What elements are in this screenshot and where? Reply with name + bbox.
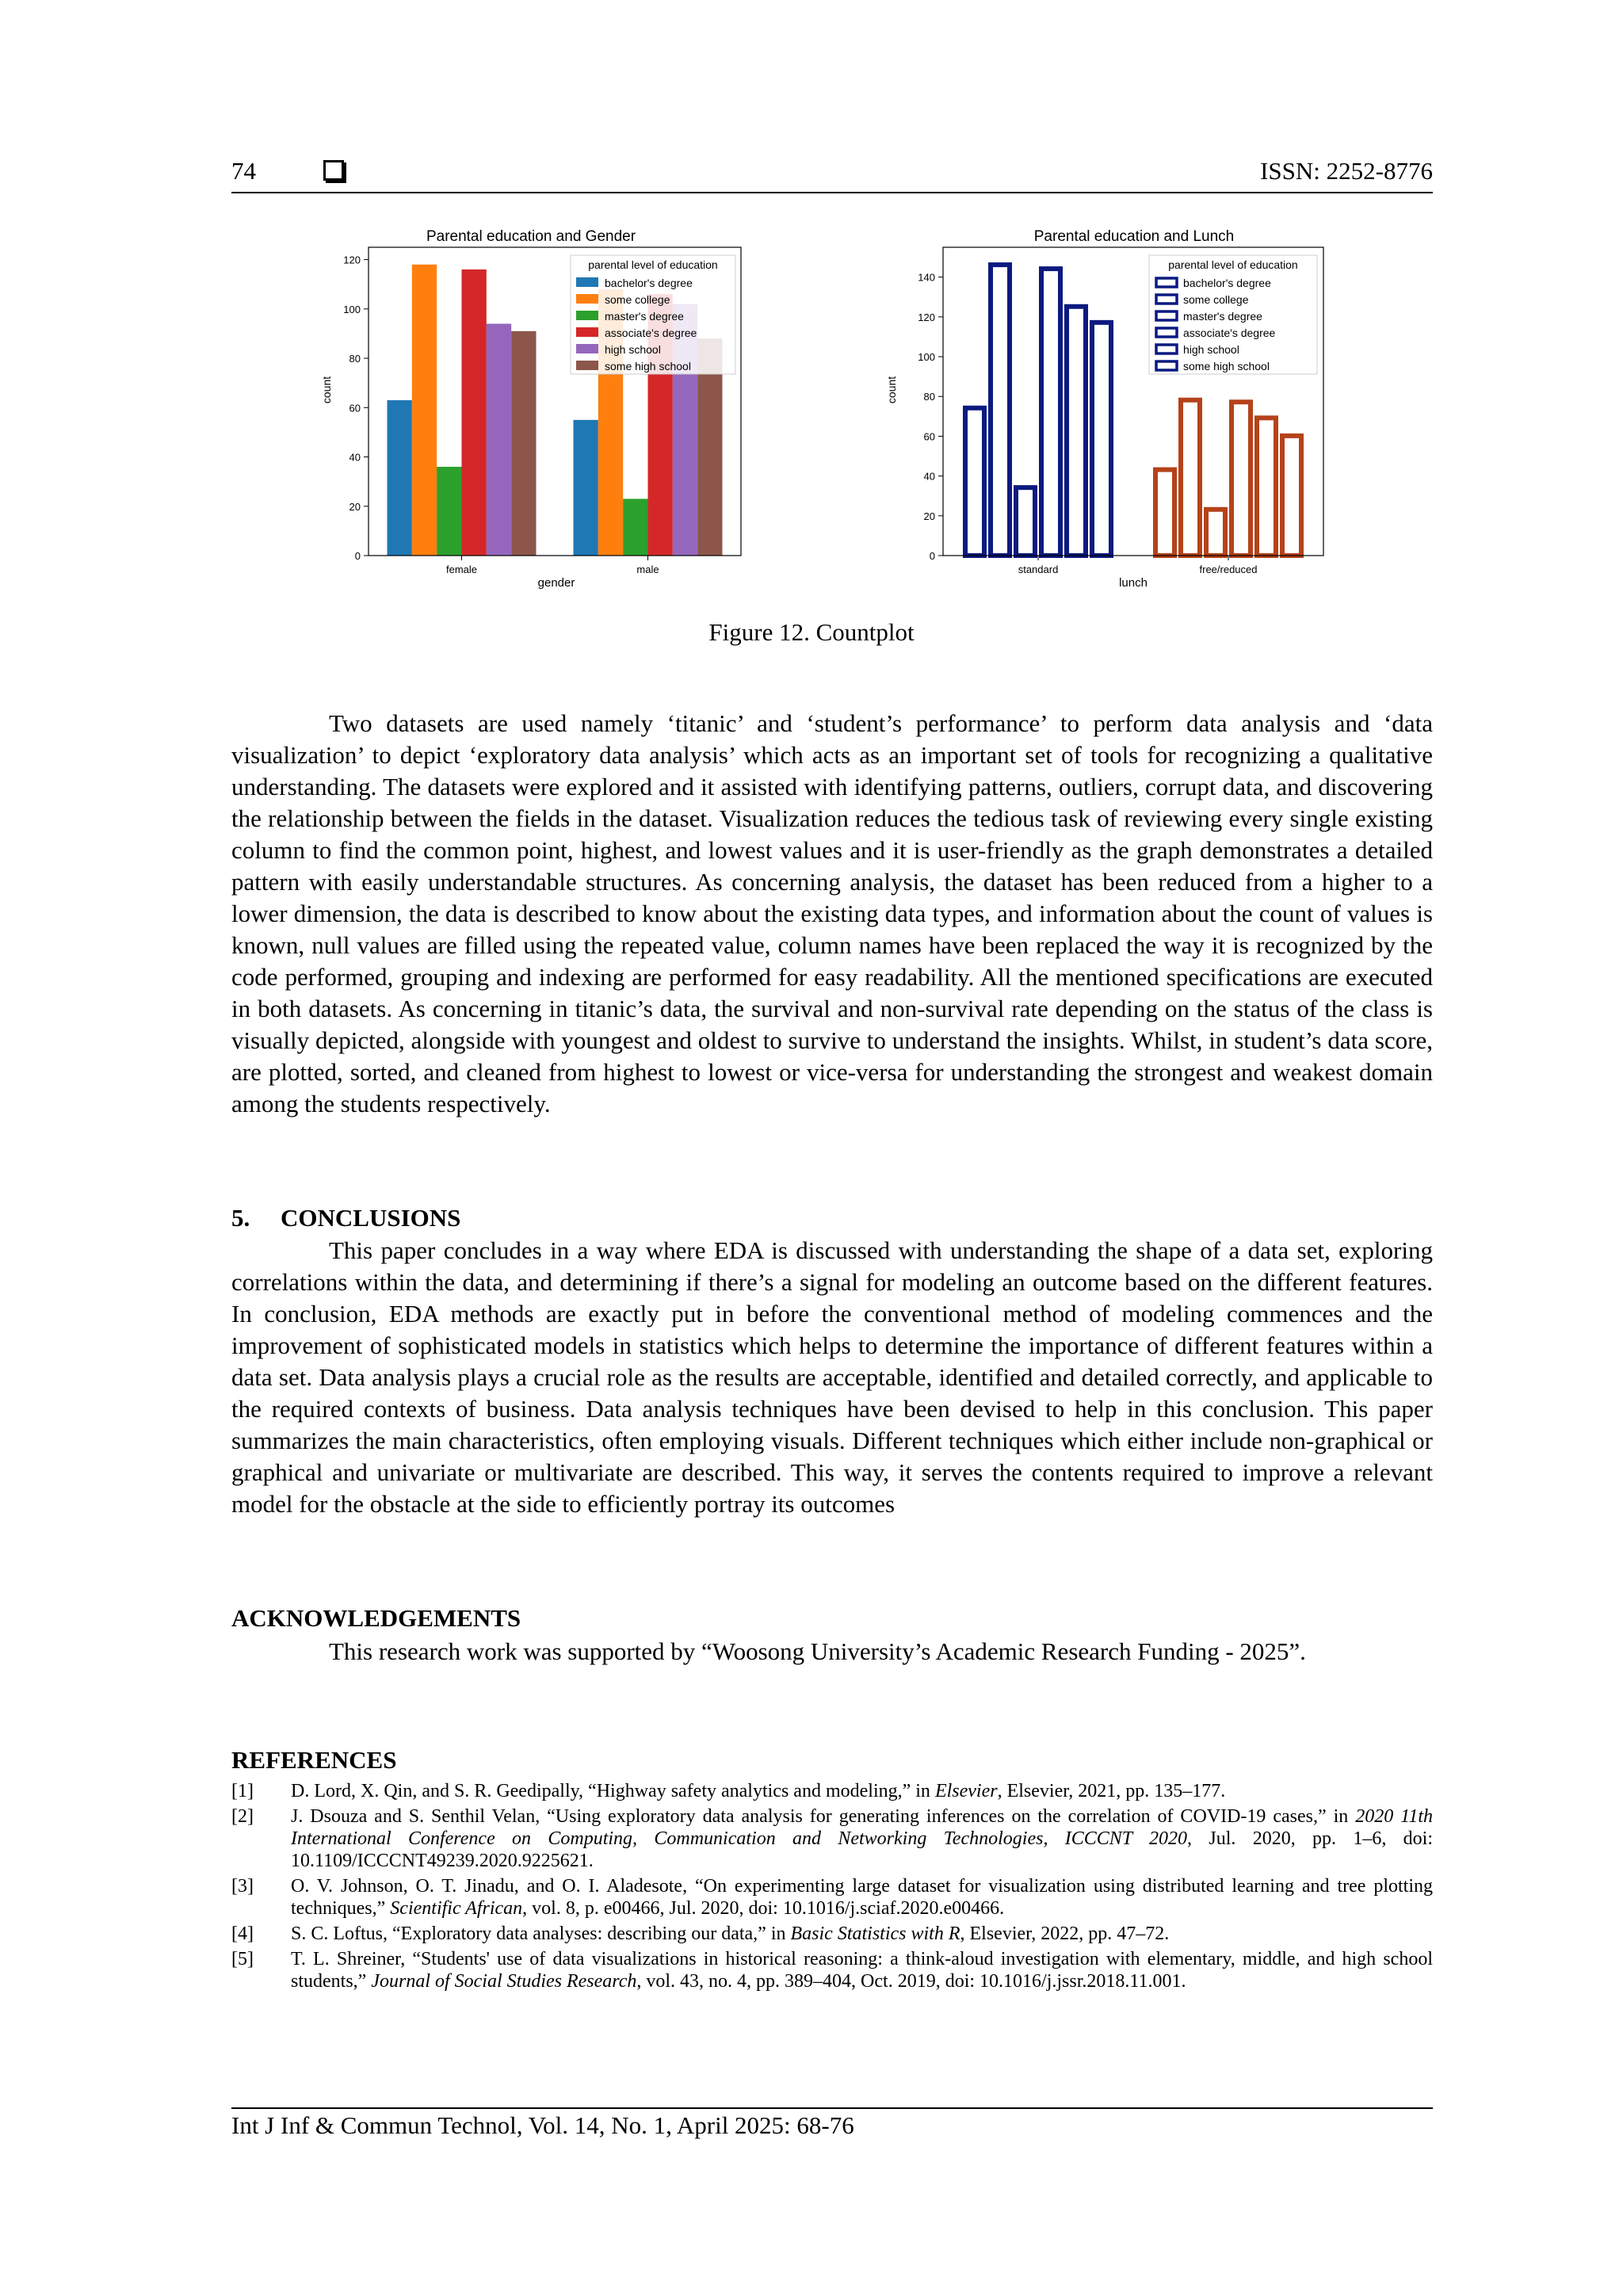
references-heading: REFERENCES [231, 1746, 397, 1774]
y-tick-label: 40 [349, 451, 361, 464]
legend-swatch [576, 344, 598, 353]
reference-item: [2] J. Dsouza and S. Senthil Velan, “Using exploratory data analysis for generating inferences on the correlation of COVID-19 cases,” in 2020 11th International Conference on Computing, Communication and Networking Technologies, ICCCNT 2020, Jul. 2020, pp. 1–6, doi: 10.1109/ICCCNT49239.2020.9225621. [231, 1806, 1434, 1871]
conclusions-heading: 5. CONCLUSIONS [231, 1204, 461, 1232]
y-tick-label: 140 [918, 271, 935, 284]
y-tick-label: 20 [923, 510, 935, 522]
acknowledgements-heading: ACKNOWLEDGEMENTS [231, 1604, 521, 1632]
bar [487, 323, 511, 556]
x-tick-label: standard [1018, 563, 1059, 575]
legend-label: some college [605, 293, 670, 306]
reference-item: [1] D. Lord, X. Qin, and S. R. Geedipally, “Highway safety analytics and modeling,” in Elsevier, Elsevier, 2021, pp. 135–177. [231, 1781, 1226, 1801]
x-tick-label: male [636, 563, 659, 575]
bar [991, 265, 1010, 556]
bar [1155, 470, 1174, 556]
square-bullet-icon [323, 160, 344, 181]
y-ticks [343, 254, 369, 562]
bar [1041, 269, 1060, 556]
bar [965, 408, 984, 556]
bar [412, 265, 437, 556]
legend-label: bachelor's degree [605, 277, 693, 289]
page-header [231, 154, 1433, 193]
conclusions-paragraph: This paper concludes in a way where EDA is discussed with understanding the shape of a data set, exploring correlations within the data, and determining if there’s a signal for modeling an outcome based on the different features. In conclusion, EDA methods are exactly put in before the conventional method of modeling commences and the improvement of sophisticated models in statistics which helps to determine the importance of different features within a data set. Data analysis plays a crucial role as the results are acceptable, identified and detailed correctly, and applicable to the required contexts of business. Data analysis techniques have been devised to help in this conclusion. This paper summarizes the main characteristics, often employing visuals. Different techniques which either include non-graphical or graphical and univariate or multivariate are described. This way, it serves the contents required to improve a relevant model for the obstacle at the side to efficiently portray its outcomes [231, 1236, 1433, 1518]
bar [574, 420, 598, 556]
bar [1232, 402, 1251, 556]
y-tick-label: 60 [923, 430, 935, 443]
y-tick-label: 0 [929, 550, 935, 562]
legend-title: parental level of education [588, 258, 718, 271]
legend [571, 255, 735, 374]
reference-item: [4] S. C. Loftus, “Exploratory data analyses: describing our data,” in Basic Statistics with R, Elsevier, 2022, pp. 47–72. [231, 1924, 1170, 1944]
legend-label: associate's degree [605, 327, 697, 339]
legend-label: some high school [605, 360, 691, 372]
legend-swatch [576, 294, 598, 304]
x-tick-labels [446, 556, 659, 575]
y-tick-label: 60 [349, 402, 361, 415]
chart-xlabel: lunch [1119, 576, 1148, 590]
y-tick-label: 120 [343, 254, 361, 266]
chart-title: Parental education and Lunch [1033, 228, 1235, 245]
y-tick-label: 20 [349, 500, 361, 513]
footer-divider [231, 2107, 1433, 2109]
bar [511, 331, 536, 556]
bar [1206, 510, 1225, 556]
legend-label: some high school [1183, 360, 1270, 372]
y-tick-label: 80 [349, 353, 361, 365]
references-list [231, 1780, 1433, 1996]
y-ticks [918, 272, 943, 562]
legend-label: some college [1183, 293, 1249, 306]
bar [462, 269, 487, 556]
issn: ISSN: 2252-8776 [1260, 157, 1433, 185]
bar [1016, 487, 1035, 556]
chart-ylabel: count [885, 376, 898, 404]
y-tick-label: 100 [918, 351, 935, 364]
chart-xlabel: gender [537, 576, 575, 590]
chart-title: Parental education and Gender [426, 228, 636, 245]
body-paragraph: Two datasets are used namely ‘titanic’ and ‘student’s performance’ to perform data analysis and ‘data visualization’ to depict ‘exploratory data analysis’ which acts as an important set of tools for recognizing a qualitative understanding. The datasets were explored and it assisted with identifying patterns, outliers, corrupt data, and discovering the relationship between the fields in the dataset. Visualization reduces the tedious task of reviewing every single existing column to find the common point, highest, and lowest values and it is user-friendly as the graph demonstrates a detailed pattern with easily understandable structures. As concerning analysis, the dataset has been reduced from a higher to a lower dimension, the data is described to know about the existing data types, and information about the count of values is known, null values are filled using the repeated value, column names have been replaced the way it is recognized by the code performed, grouping and indexing are performed for easy readability. All the mentioned specifications are executed in both datasets. As concerning in titanic’s data, the survival and non-survival rate depending on the status of the class is visually depicted, alongside with youngest and oldest to survive to understand the insights. Whilst, in student’s data score, are plotted, sorted, and cleaned from highest to lowest or vice-versa for understanding the strongest and weakest domain among the students respectively. [231, 709, 1433, 1117]
y-tick-label: 80 [923, 391, 935, 403]
bar [1257, 418, 1276, 556]
legend-label: bachelor's degree [1183, 277, 1271, 289]
chart-parental-education-gender [313, 223, 765, 596]
legend-label: associate's degree [1183, 327, 1276, 339]
legend-swatch [576, 327, 598, 337]
bar [388, 400, 412, 556]
figure-caption: Figure 12. Countplot [708, 618, 915, 646]
x-tick-label: free/reduced [1199, 563, 1258, 575]
legend-label: high school [605, 343, 661, 356]
legend [1149, 255, 1317, 374]
legend-label: master's degree [1183, 310, 1262, 323]
legend-swatch [576, 311, 598, 320]
legend-swatch [576, 361, 598, 370]
y-tick-label: 0 [354, 550, 361, 562]
x-tick-labels [1018, 556, 1258, 575]
legend-swatch [576, 277, 598, 287]
bar [1092, 323, 1111, 556]
legend-label: high school [1183, 343, 1239, 356]
bar [437, 467, 461, 556]
acknowledgements-text: This research work was supported by “Woosong University’s Academic Research Funding - 2025”. [329, 1637, 1306, 1665]
bar [1181, 400, 1200, 556]
y-tick-label: 100 [343, 303, 361, 315]
legend-label: master's degree [605, 310, 684, 323]
reference-item: [3] O. V. Johnson, O. T. Jinadu, and O. I. Aladesote, “On experimenting large dataset for visualization using distributed learning and tree plotting techniques,” Scientific African, vol. 8, p. e00466, Jul. 2020, doi: 10.1016/j.sciaf.2020.e00466. [231, 1876, 1433, 1919]
chart-parental-education-lunch [878, 223, 1338, 596]
journal-footer: Int J Inf & Commun Technol, Vol. 14, No. 1, April 2025: 68-76 [231, 2111, 854, 2139]
chart-ylabel: count [320, 376, 333, 404]
legend-title: parental level of education [1168, 258, 1298, 271]
y-tick-label: 40 [923, 470, 935, 483]
bar [1282, 436, 1301, 556]
bar [623, 499, 647, 556]
y-tick-label: 120 [918, 311, 935, 323]
page-number: 74 [231, 157, 256, 185]
x-tick-label: female [445, 563, 478, 575]
reference-item: [5] T. L. Shreiner, “Students' use of data visualizations in historical reasoning: a think-aloud investigation with elementary, middle, and high school students,” Journal of Social Studies Research, vol. 43, no. 4, pp. 389–404, Oct. 2019, doi: 10.1016/j.jssr.2018.11.001. [231, 1949, 1433, 1992]
bar [1067, 307, 1086, 556]
